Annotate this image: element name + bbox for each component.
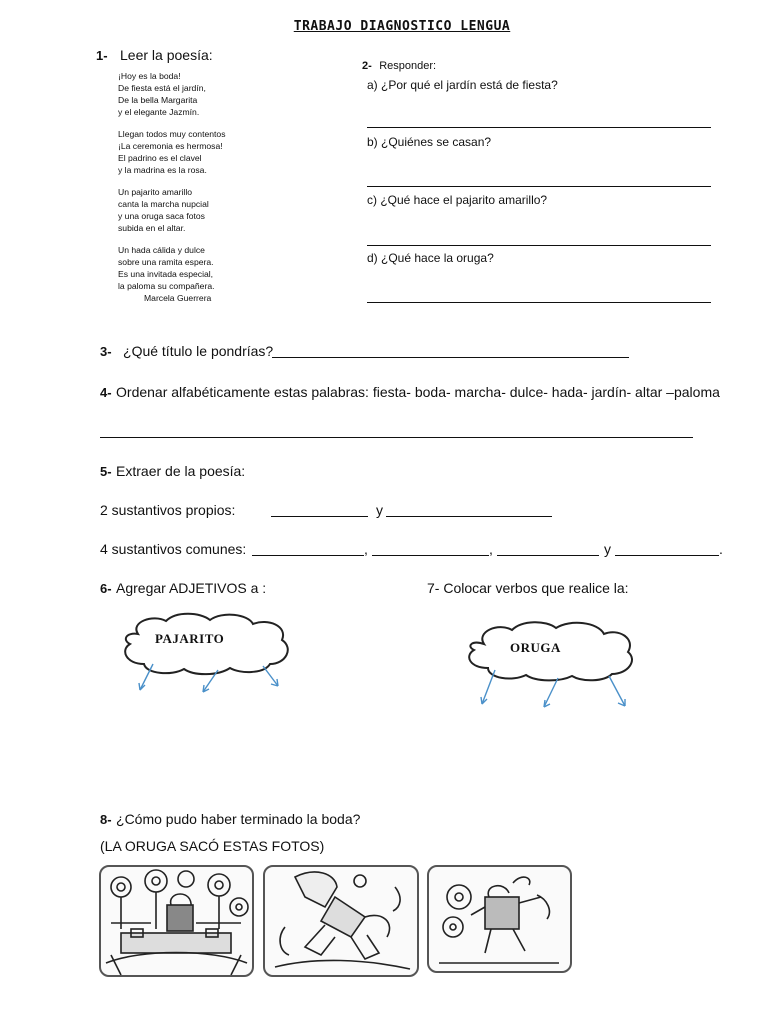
section-number: 5- bbox=[100, 464, 112, 479]
section-label: ¿Qué título le pondrías? bbox=[123, 343, 274, 359]
title-answer-line[interactable] bbox=[272, 357, 629, 358]
wedding-photo-2 bbox=[263, 865, 419, 977]
section-label: Extraer de la poesía: bbox=[116, 463, 246, 479]
question-b: b) ¿Quiénes se casan? bbox=[367, 135, 492, 149]
question-c: c) ¿Qué hace el pajarito amarillo? bbox=[367, 193, 548, 207]
section-label: Responder: bbox=[379, 60, 437, 72]
page-title: TRABAJO DIAGNOSTICO LENGUA bbox=[293, 19, 511, 34]
comun-blank-4[interactable] bbox=[615, 555, 719, 556]
section-2-header bbox=[362, 56, 436, 74]
comma-separator: , bbox=[489, 541, 493, 557]
poem-line: Llegan todos muy contentos bbox=[118, 129, 226, 139]
poem-line: sobre una ramita espera. bbox=[118, 257, 214, 267]
section-5 bbox=[100, 463, 245, 481]
and-separator: y bbox=[376, 502, 383, 518]
section-number: 2- bbox=[362, 60, 372, 72]
comun-blank-3[interactable] bbox=[497, 555, 599, 556]
poem-line: canta la marcha nupcial bbox=[118, 199, 209, 209]
oruga-cloud-icon bbox=[462, 620, 637, 710]
comma-separator: , bbox=[364, 541, 368, 557]
section-8 bbox=[100, 811, 360, 829]
poem-stanza bbox=[118, 128, 226, 176]
poem-line: subida en el altar. bbox=[118, 223, 186, 233]
answer-line-d[interactable] bbox=[367, 302, 711, 303]
wedding-photo-3 bbox=[427, 865, 572, 973]
poem-line: De la bella Margarita bbox=[118, 95, 198, 105]
wedding-photo-1 bbox=[99, 865, 254, 977]
poem-line: ¡La ceremonia es hermosa! bbox=[118, 141, 223, 151]
comun-blank-2[interactable] bbox=[372, 555, 489, 556]
poem-author: Marcela Guerrera bbox=[144, 293, 212, 303]
propio-blank-2[interactable] bbox=[386, 516, 552, 517]
order-answer-line[interactable] bbox=[100, 437, 693, 438]
answer-line-b[interactable] bbox=[367, 186, 711, 187]
and-separator: y bbox=[604, 541, 611, 557]
pajarito-cloud-label: PAJARITO bbox=[155, 631, 225, 646]
poem-line: Es una invitada especial, bbox=[118, 269, 214, 279]
oruga-cloud-label: ORUGA bbox=[510, 640, 561, 655]
pajarito-cloud-icon bbox=[118, 612, 293, 697]
poem-line: El padrino es el clavel bbox=[118, 153, 202, 163]
period: . bbox=[719, 541, 723, 557]
poem-stanza bbox=[118, 244, 226, 292]
answer-line-a[interactable] bbox=[367, 127, 711, 128]
poem-stanza bbox=[118, 186, 226, 234]
poem-line: y el elegante Jazmín. bbox=[118, 107, 200, 117]
poem-line: De fiesta está el jardín, bbox=[118, 83, 206, 93]
section-4 bbox=[100, 384, 720, 402]
poem-line: ¡Hoy es la boda! bbox=[118, 71, 181, 81]
poem-stanza bbox=[118, 70, 226, 118]
section-7-label: 7- Colocar verbos que realice la: bbox=[427, 580, 629, 596]
answer-line-c[interactable] bbox=[367, 245, 711, 246]
section-number: 3- bbox=[100, 344, 112, 359]
section-6 bbox=[100, 580, 266, 598]
question-a: a) ¿Por qué el jardín está de fiesta? bbox=[367, 78, 558, 92]
section-1-header bbox=[96, 47, 213, 65]
section-label: Agregar ADJETIVOS a : bbox=[116, 580, 267, 596]
poem-line: y la madrina es la rosa. bbox=[118, 165, 207, 175]
comun-blank-1[interactable] bbox=[252, 555, 364, 556]
section-3 bbox=[100, 343, 273, 361]
question-d: d) ¿Qué hace la oruga? bbox=[367, 251, 494, 265]
poem bbox=[118, 70, 226, 304]
poem-line: la paloma su compañera. bbox=[118, 281, 215, 291]
section-8-subtitle: (LA ORUGA SACÓ ESTAS FOTOS) bbox=[100, 838, 325, 854]
section-number: 6- bbox=[100, 581, 112, 596]
section-label: Leer la poesía: bbox=[120, 47, 213, 63]
section-number: 4- bbox=[100, 385, 112, 400]
poem-line: Un pajarito amarillo bbox=[118, 187, 193, 197]
comunes-label: 4 sustantivos comunes: bbox=[100, 541, 247, 557]
section-label: Ordenar alfabéticamente estas palabras: fiesta- boda- marcha- dulce- hada- jardín- altar –paloma bbox=[116, 384, 720, 400]
poem-line: y una oruga saca fotos bbox=[118, 211, 205, 221]
section-label: ¿Cómo pudo haber terminado la boda? bbox=[116, 811, 361, 827]
propios-label: 2 sustantivos propios: bbox=[100, 502, 236, 518]
section-number: 8- bbox=[100, 812, 112, 827]
section-number: 1- bbox=[96, 48, 108, 63]
propio-blank-1[interactable] bbox=[271, 516, 368, 517]
poem-line: Un hada cálida y dulce bbox=[118, 245, 205, 255]
